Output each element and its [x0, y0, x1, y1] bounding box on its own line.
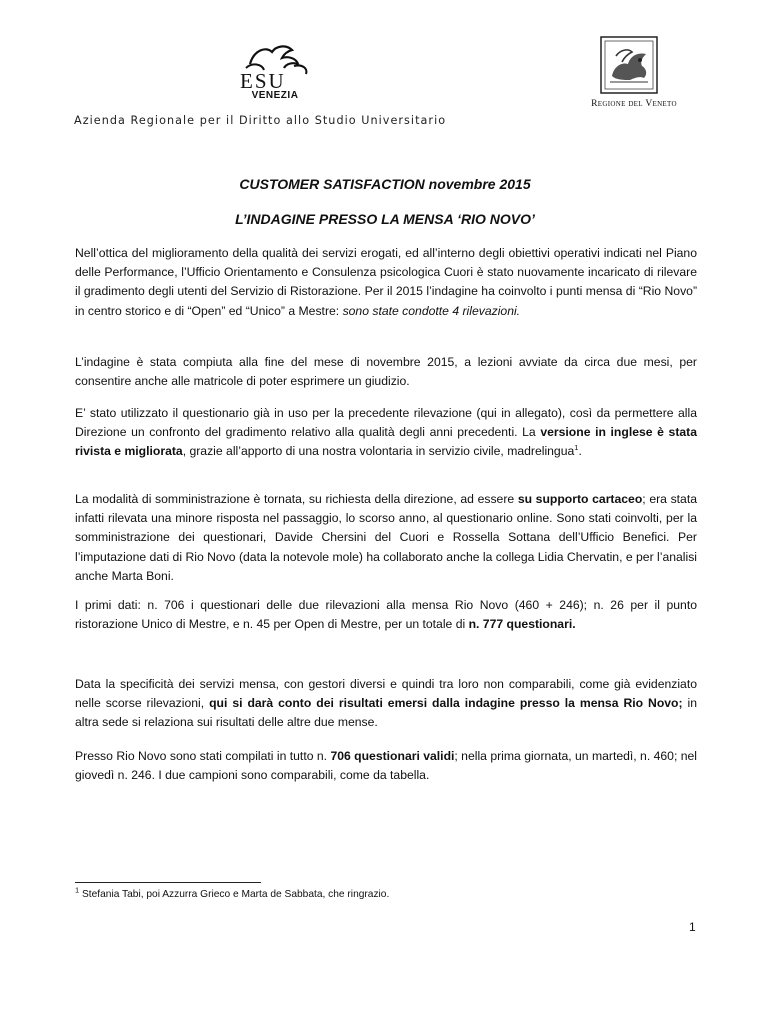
- paragraph-1-text: Nell’ottica del miglioramento della qualità dei servizi erogati, ed all’interno degli obiettivi operativi indicati nel Piano delle Performance, l’Ufficio Orientamento e Consulenza psicologica Cuori è stato nuovamente incaricato di rilevare il gradimento degli utenti del Servizio di Ristorazione. Per il 2015 l’indagine ha coinvolto i punti mensa di “Rio Novo” in centro storico e di “Open” ed “Unico” a Mestre:: [75, 246, 697, 318]
- paragraph-6: [75, 675, 697, 733]
- footnote-text: Stefania Tabi, poi Azzurra Grieco e Marta de Sabbata, che ringrazio.: [79, 889, 390, 900]
- paragraph-4-text: La modalità di somministrazione è tornata, su richiesta della direzione, ad essere: [75, 492, 518, 506]
- page-number: 1: [689, 920, 696, 934]
- footnote-ref[interactable]: 1: [574, 443, 579, 453]
- paragraph-3-end: .: [578, 444, 582, 459]
- paragraph-4-bold: su supporto cartaceo: [517, 492, 643, 506]
- paragraph-3-text: E’ stato utilizzato il questionario già in uso per la precedente rilevazione (qui in allegato), così da permettere alla Direzione un confronto del gradimento relativo alla qualità degli anni precedenti. La: [75, 406, 697, 440]
- paragraph-7-bold: 706 questionari validi: [330, 749, 455, 763]
- paragraph-7-text: Presso Rio Novo sono stati compilati in tutto n.: [75, 749, 331, 763]
- document-title: CUSTOMER SATISFACTION novembre 2015: [239, 176, 531, 192]
- paragraph-7: [75, 747, 697, 785]
- paragraph-5-text: I primi dati: n. 706 i questionari delle due rilevazioni alla mensa Rio Novo (460 + 246); n. 26 per il punto ristorazione Unico di Mestre, e n. 45 per Open di Mestre, per un totale di: [75, 598, 697, 632]
- paragraph-6-text: Data la specificità dei servizi mensa, con gestori diversi e quindi tra loro non comparabili, come già evidenziato nelle scorse rilevazioni,: [75, 677, 697, 711]
- esu-city: VENEZIA: [251, 90, 299, 101]
- paragraph-1-emphasis: sono state condotte 4 rilevazioni.: [342, 303, 521, 318]
- paragraph-4: [75, 490, 697, 586]
- paragraph-6-text-2: in altra sede si relaziona sui risultati delle altre due mense.: [75, 696, 698, 730]
- paragraph-6-bold: qui si darà conto dei risultati emersi dalla indagine presso la mensa Rio Novo;: [209, 696, 683, 711]
- agency-name: Azienda Regionale per il Diritto allo Studio Universitario: [74, 114, 447, 127]
- paragraph-5-bold: n. 777 questionari.: [468, 617, 576, 632]
- paragraph-5: [75, 596, 697, 634]
- footnote: [75, 885, 390, 900]
- veneto-crest-icon: [600, 36, 658, 94]
- paragraph-3-bold: versione in inglese è stata rivista e migliorata: [75, 425, 698, 459]
- footnote-marker: 1: [75, 885, 80, 895]
- footnote-separator: [75, 882, 261, 883]
- document-subtitle: L’INDAGINE PRESSO LA MENSA ‘RIO NOVO’: [235, 211, 535, 227]
- esu-lion-icon: [232, 42, 316, 92]
- esu-letters: ESU: [240, 69, 286, 92]
- paragraph-3-text-2: , grazie all’apporto di una nostra volontaria in servizio civile, madrelingua: [182, 444, 575, 459]
- paragraph-1: [75, 244, 697, 321]
- region-name: Regione del Veneto: [591, 99, 677, 109]
- paragraph-4-text-2: ; era stata infatti rilevata una minore risposta nel passaggio, lo scorso anno, al questionario online. Sono stati coinvolti, per la somministrazione dei questionari, Davide Chersini del Cuori e Rossella Sottana dell’Ufficio Benefici. Per l’imputazione dati di Rio Novo (data la notevole mole) ha collaborato anche la collega Lidia Chervatin, e per l’analisi anche Marta Boni.: [75, 492, 698, 583]
- paragraph-2-text: L’indagine è stata compiuta alla fine del mese di novembre 2015, a lezioni avviate da circa due mesi, per consentire anche alle matricole di poter esprimere un giudizio.: [75, 355, 697, 389]
- paragraph-7-text-2: ; nella prima giornata, un martedì, n. 460; nel giovedì n. 246. I due campioni sono comparabili, come da tabella.: [75, 749, 697, 783]
- paragraph-3: [75, 404, 697, 462]
- paragraph-2: [75, 353, 697, 391]
